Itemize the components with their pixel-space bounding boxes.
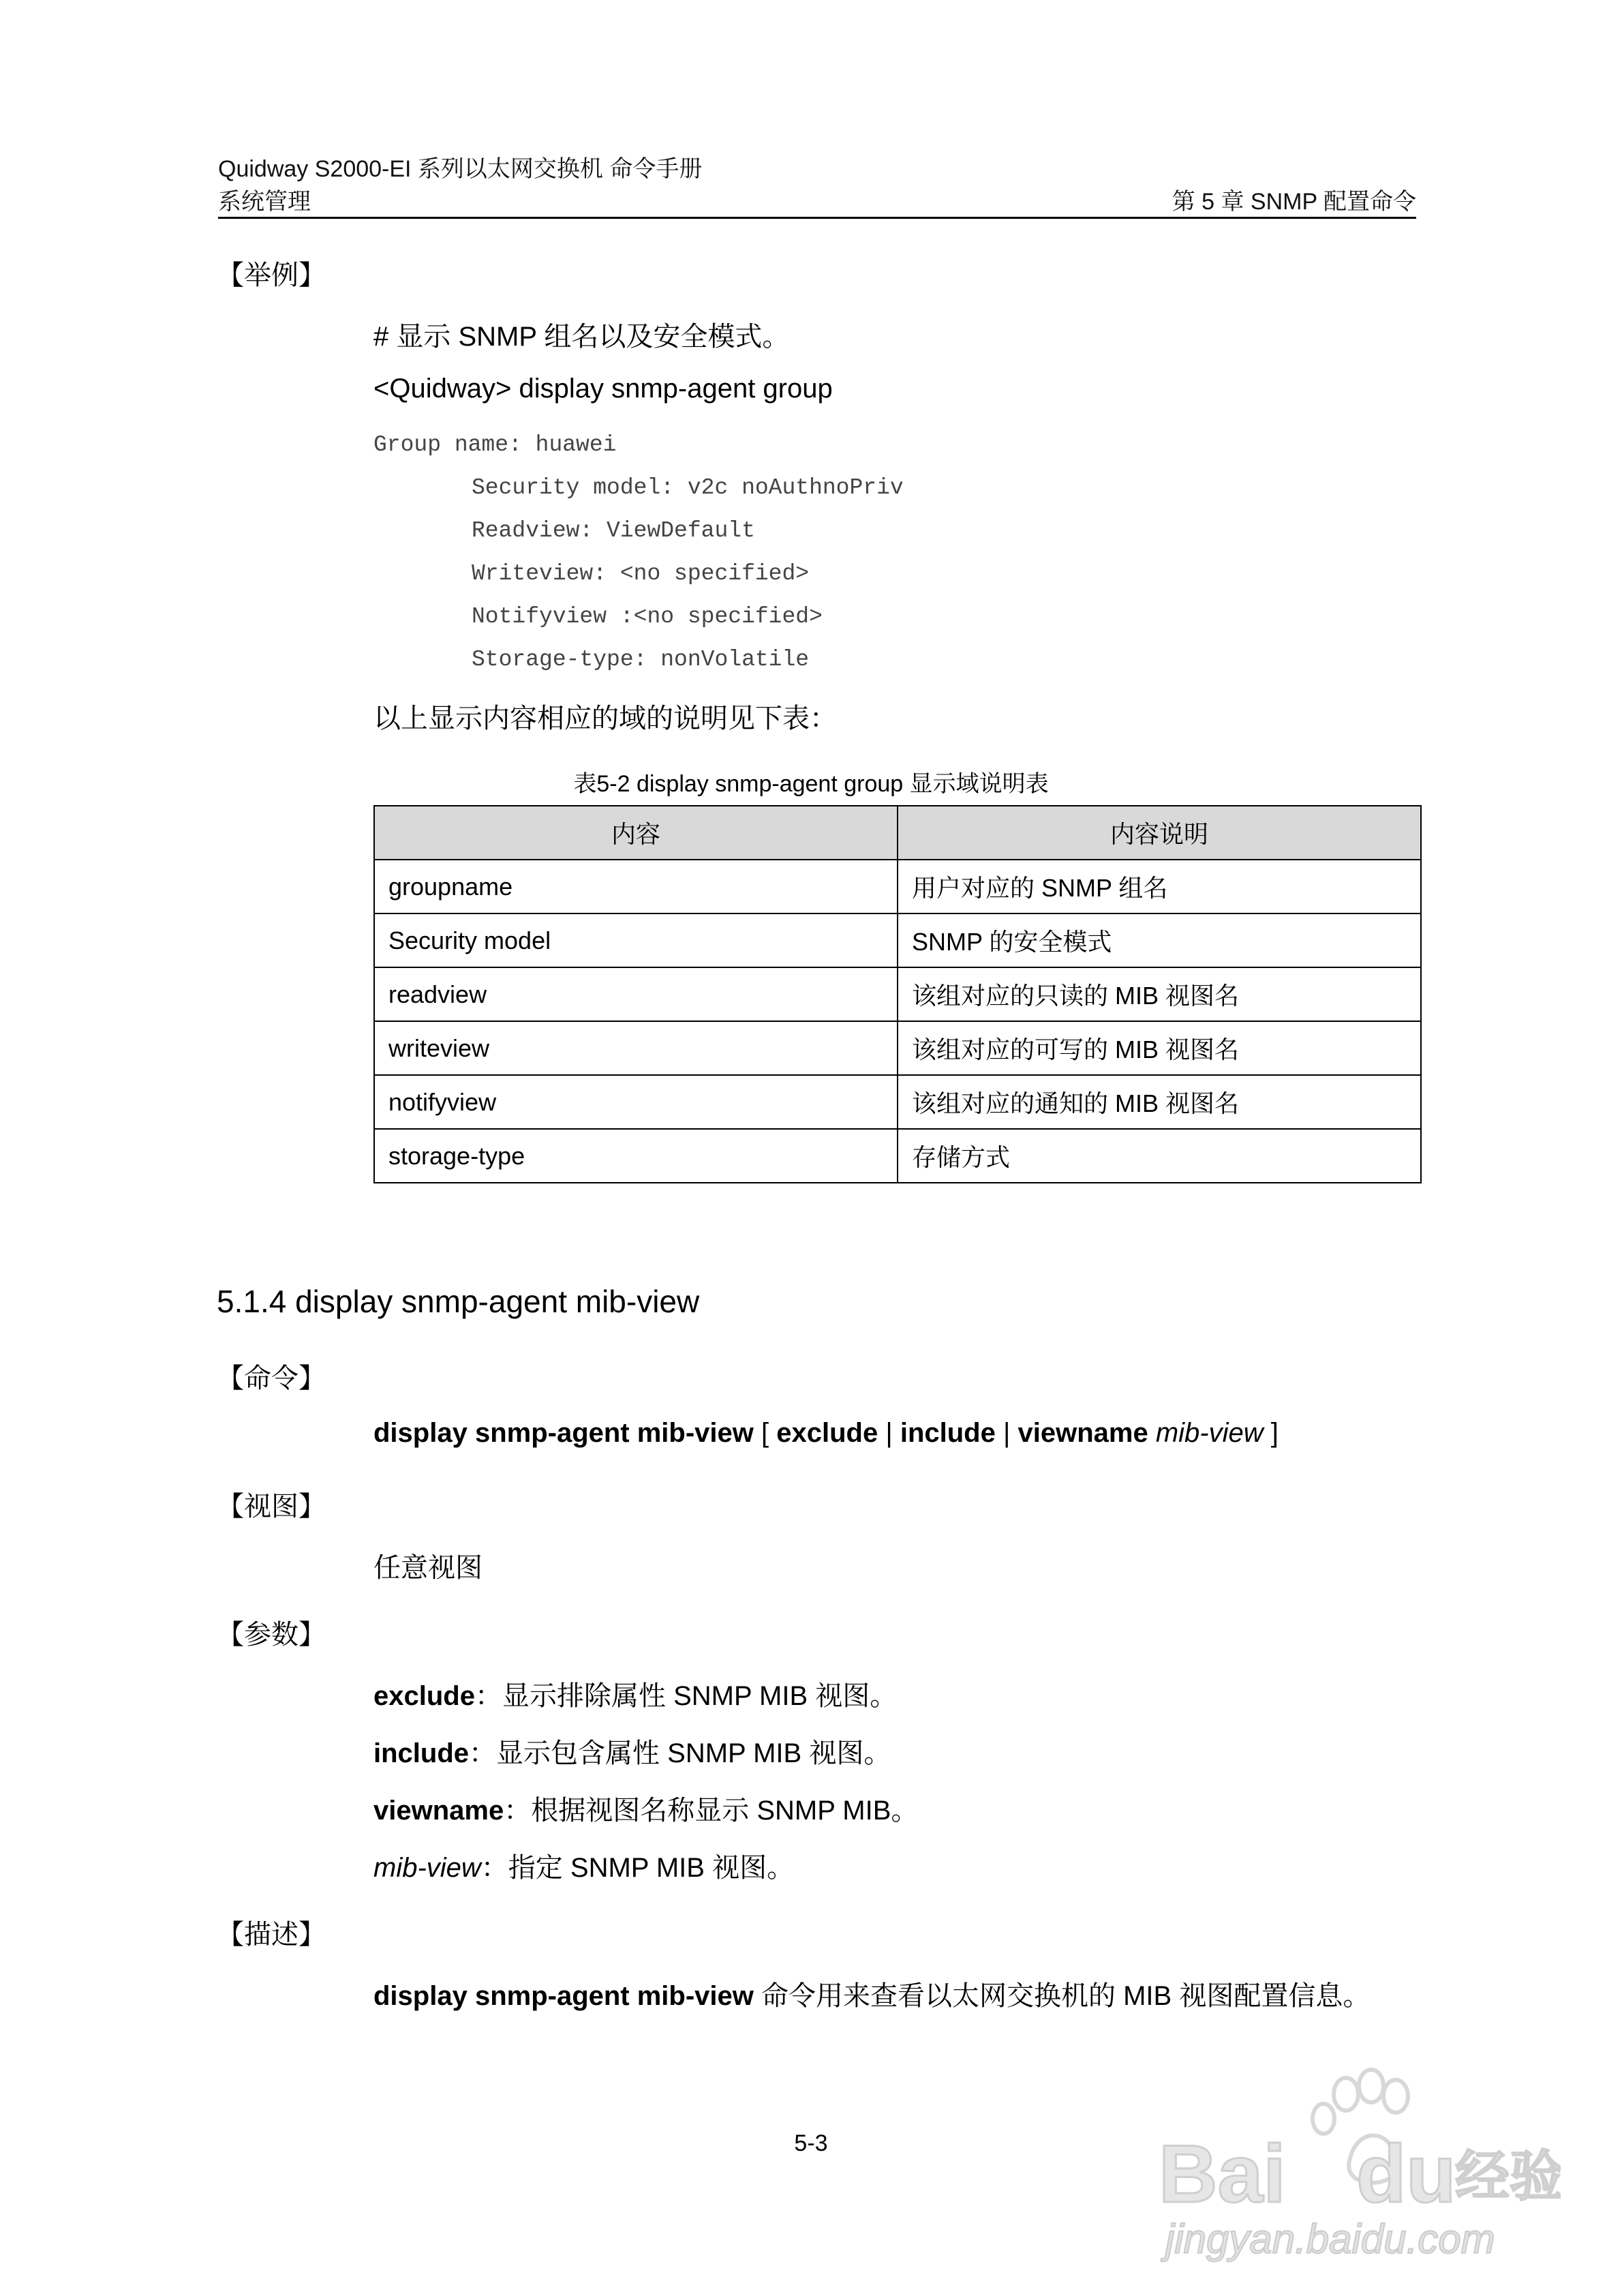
section-title: 5.1.4 display snmp-agent mib-view: [217, 1284, 700, 1319]
param-name: viewname: [373, 1796, 504, 1826]
output-line: Readview: ViewDefault: [472, 518, 755, 543]
header-chapter: 第 5 章 SNMP 配置命令: [1172, 189, 1416, 215]
param-item: [373, 1846, 794, 1885]
table-header-row: [374, 806, 1421, 860]
table-cell-field: storage-type: [374, 1129, 898, 1183]
table-cell-desc: 该组对应的通知的 MIB 视图名: [898, 1075, 1421, 1129]
command-syntax: [373, 1418, 1279, 1449]
svg-text:du: du: [1356, 2128, 1456, 2220]
params-label: 【参数】: [217, 1620, 326, 1650]
param-desc: ：显示排除属性 SNMP MIB 视图。: [474, 1681, 898, 1711]
view-text: 任意视图: [373, 1553, 483, 1583]
example-command: <Quidway> display snmp-agent group: [373, 374, 833, 404]
param-item: [373, 1674, 897, 1713]
table-row: [374, 1075, 1421, 1129]
table-cell-field: groupname: [374, 860, 898, 913]
baidu-jingyan-watermark: [1152, 2059, 1561, 2263]
svg-text:Bai: Bai: [1159, 2128, 1286, 2220]
syntax-bracket: [: [753, 1418, 777, 1448]
desc-command: display snmp-agent mib-view: [373, 1981, 754, 2011]
header-section: 系统管理: [218, 189, 311, 215]
output-line: Writeview: <no specified>: [472, 561, 810, 586]
syntax-argument: mib-view: [1155, 1418, 1264, 1448]
table-cell-field: Security model: [374, 913, 898, 967]
syntax-option: viewname: [1017, 1418, 1148, 1448]
table-row: [374, 967, 1421, 1021]
param-item: [373, 1732, 891, 1770]
page-number: 5-3: [794, 2130, 828, 2156]
command-label: 【命令】: [217, 1363, 326, 1393]
table-cell-desc: 用户对应的 SNMP 组名: [898, 860, 1421, 913]
header-rule: [218, 217, 1416, 219]
table-row: [374, 913, 1421, 967]
table-caption: 表5-2 display snmp-agent group 显示域说明表: [573, 771, 1049, 797]
baidu-paw-logo: [1152, 2059, 1561, 2263]
example-note: 以上显示内容相应的域的说明见下表：: [373, 704, 837, 734]
output-line: Group name: huawei: [373, 432, 617, 457]
table-row: [374, 1129, 1421, 1183]
table-row: [374, 860, 1421, 913]
example-label: 【举例】: [217, 260, 326, 290]
view-label: 【视图】: [217, 1492, 326, 1522]
param-item: [373, 1789, 918, 1828]
syntax-separator: |: [995, 1418, 1018, 1448]
table-cell-desc: 该组对应的可写的 MIB 视图名: [898, 1021, 1421, 1075]
syntax-separator: |: [878, 1418, 900, 1448]
syntax-space: [1148, 1418, 1156, 1448]
output-line: Security model: v2c noAuthnoPriv: [472, 475, 904, 500]
table-header-cell: 内容: [374, 806, 898, 860]
svg-text:经验: 经验: [1455, 2145, 1561, 2208]
table-cell-field: readview: [374, 967, 898, 1021]
syntax-option: exclude: [776, 1418, 878, 1448]
output-line: Storage-type: nonVolatile: [472, 647, 810, 672]
param-desc: ：指定 SNMP MIB 视图。: [480, 1853, 795, 1883]
table-cell-desc: 该组对应的只读的 MIB 视图名: [898, 967, 1421, 1021]
table-cell-desc: SNMP 的安全模式: [898, 913, 1421, 967]
syntax-command: display snmp-agent mib-view: [373, 1418, 754, 1448]
desc-text: [373, 1974, 1370, 2013]
field-description-table: [373, 805, 1422, 1183]
syntax-bracket: ]: [1263, 1418, 1279, 1448]
desc-body: 命令用来查看以太网交换机的 MIB 视图配置信息。: [753, 1981, 1371, 2011]
param-name: include: [373, 1738, 470, 1768]
table-row: [374, 1021, 1421, 1075]
syntax-option: include: [900, 1418, 996, 1448]
table-header-cell: 内容说明: [898, 806, 1421, 860]
param-name: exclude: [373, 1681, 475, 1711]
param-desc: ：显示包含属性 SNMP MIB 视图。: [469, 1738, 891, 1768]
output-line: Notifyview :<no specified>: [472, 604, 823, 629]
table-cell-field: writeview: [374, 1021, 898, 1075]
table-cell-desc: 存储方式: [898, 1129, 1421, 1183]
header-title: Quidway S2000-EI 系列以太网交换机 命令手册: [218, 156, 703, 182]
param-name: mib-view: [373, 1853, 481, 1883]
svg-text:jingyan.baidu.com: jingyan.baidu.com: [1165, 2216, 1495, 2262]
example-comment: # 显示 SNMP 组名以及安全模式。: [373, 322, 790, 352]
desc-label: 【描述】: [217, 1920, 326, 1950]
param-desc: ：根据视图名称显示 SNMP MIB。: [504, 1796, 919, 1826]
table-cell-field: notifyview: [374, 1075, 898, 1129]
